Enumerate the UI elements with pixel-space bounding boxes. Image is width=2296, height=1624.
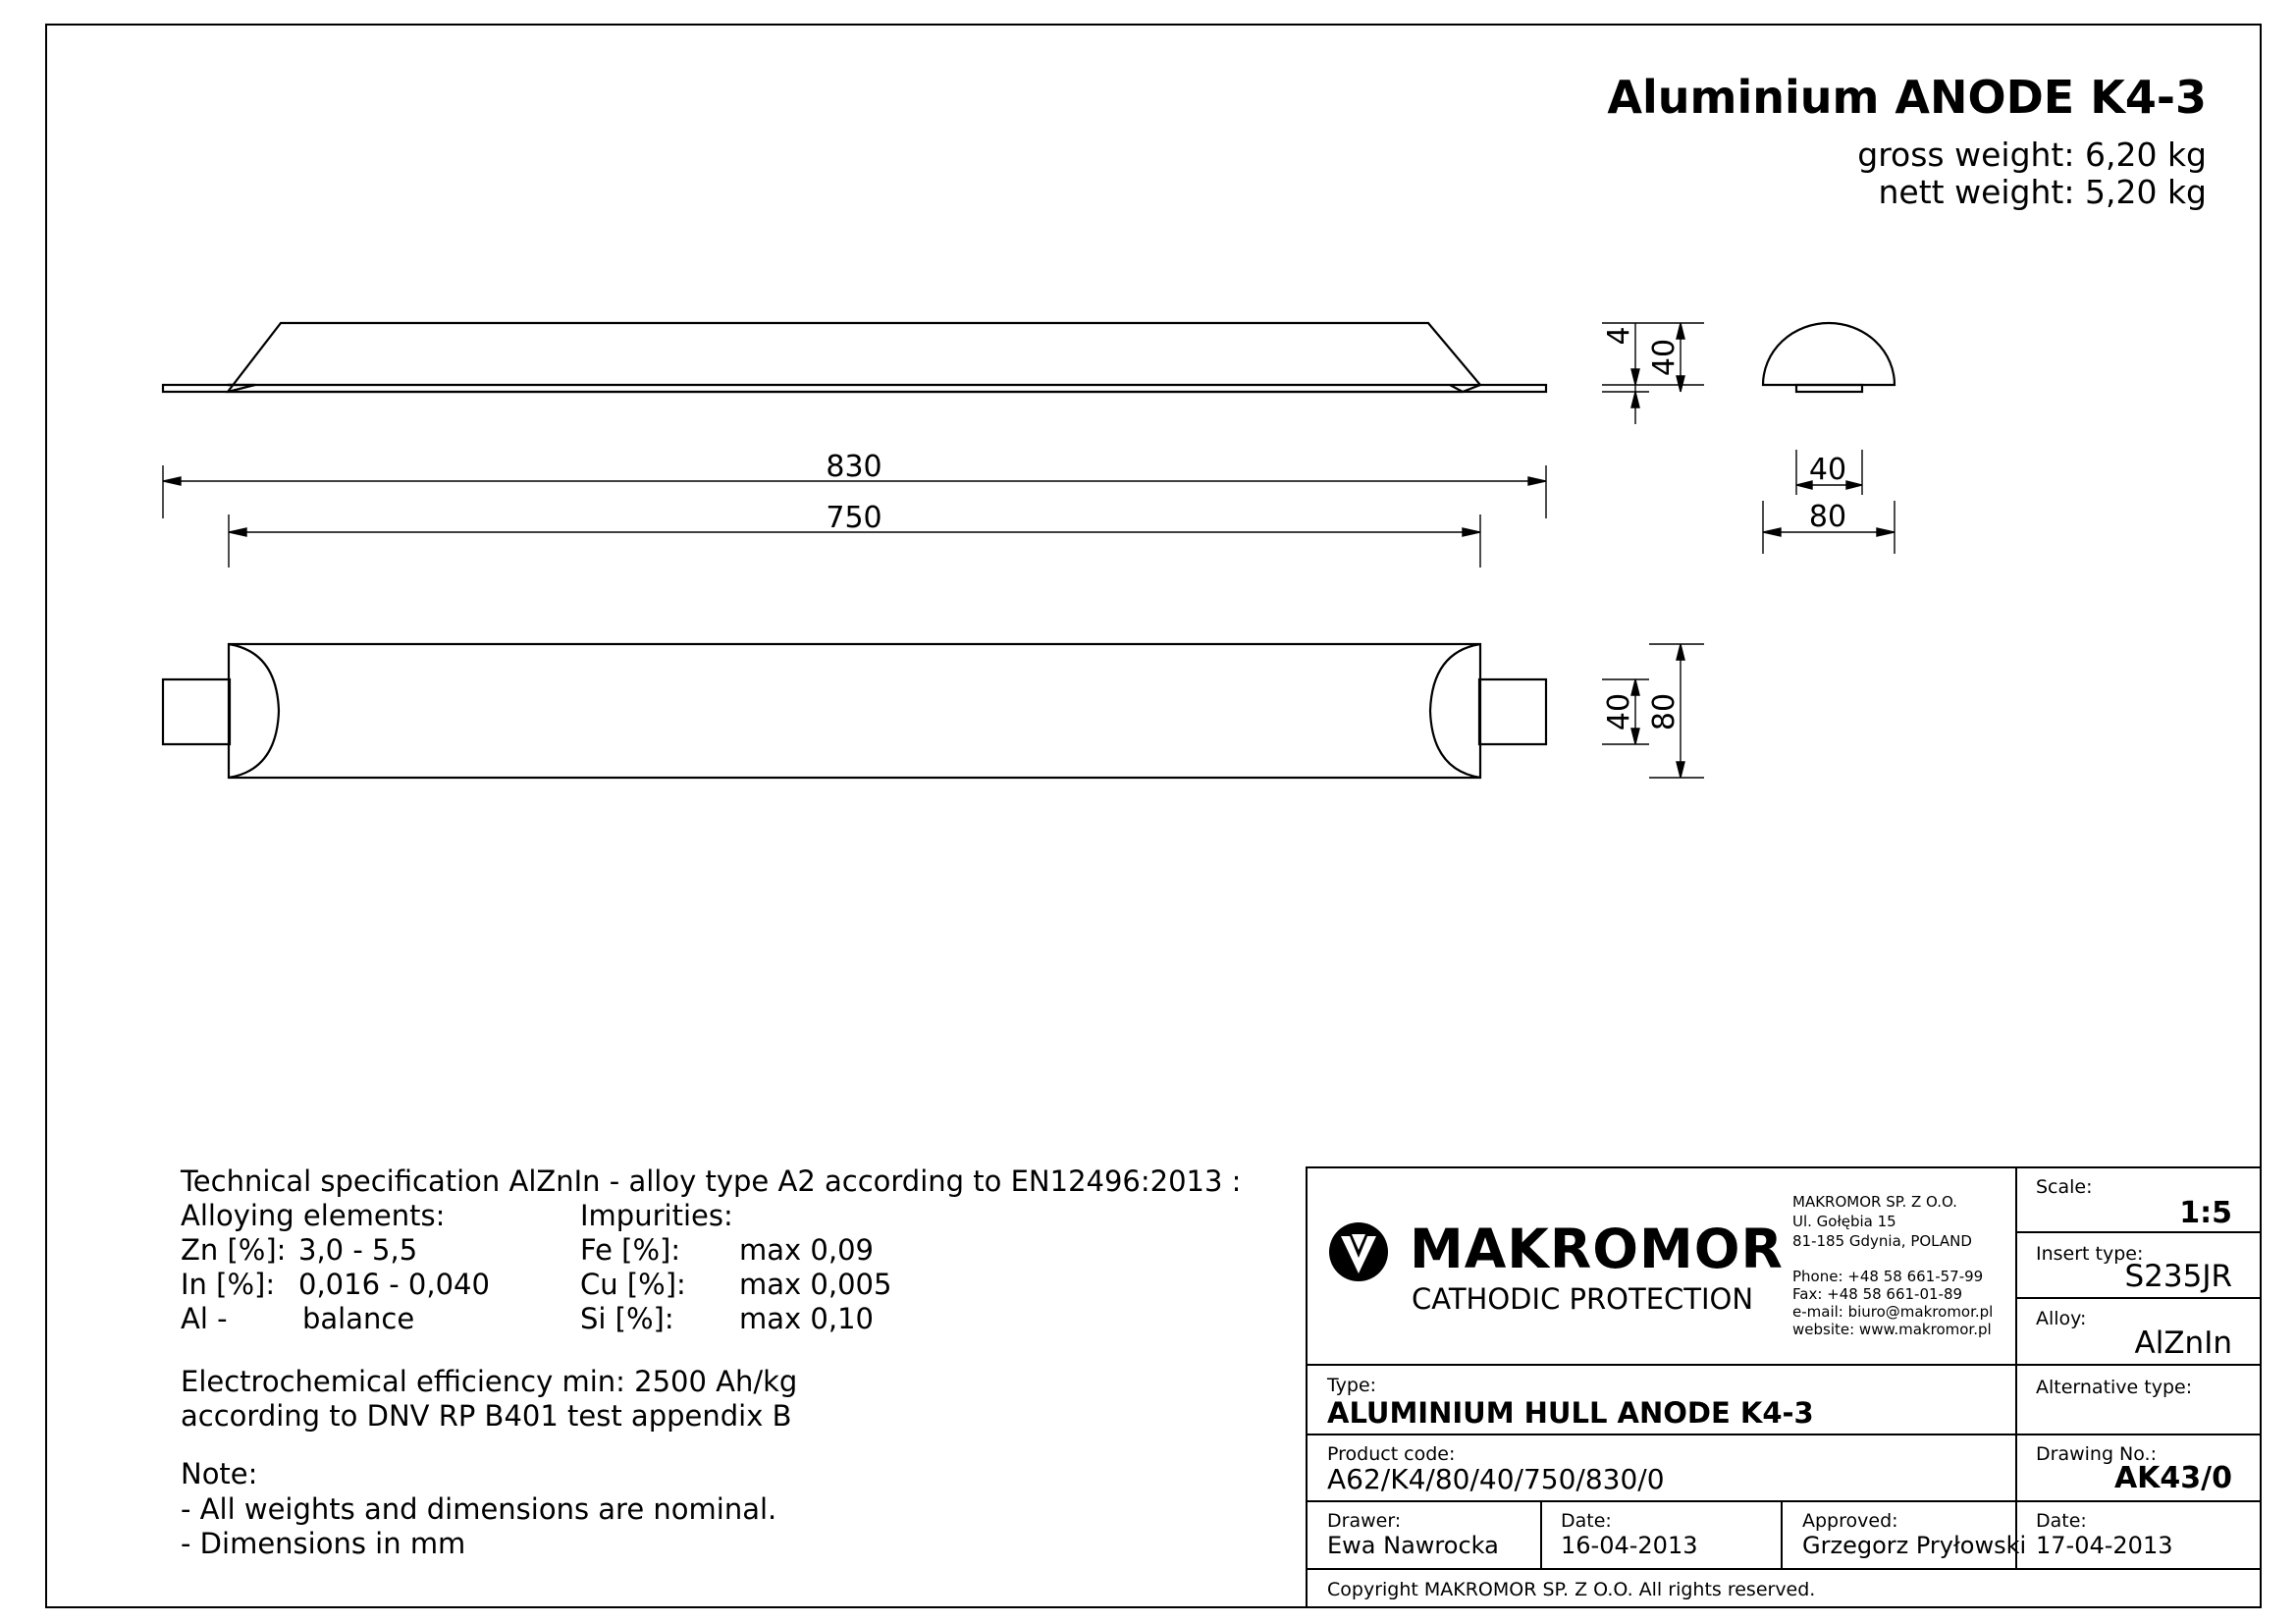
plan-view xyxy=(163,644,1546,778)
drawer-value: Ewa Nawrocka xyxy=(1327,1532,1499,1559)
type-value: ALUMINIUM HULL ANODE K4-3 xyxy=(1327,1396,1814,1430)
alloying-heading: Alloying elements: xyxy=(181,1199,446,1232)
alloy-al-value: balance xyxy=(302,1302,415,1335)
drawing-no-label: Drawing No.: xyxy=(2036,1443,2157,1465)
efficiency-line-2: according to DNV RP B401 test appendix B xyxy=(181,1399,792,1433)
efficiency-line-1: Electrochemical efficiency min: 2500 Ah/kg xyxy=(181,1365,798,1398)
strap-end xyxy=(1796,385,1862,392)
scale-value: 1:5 xyxy=(2179,1196,2232,1230)
note-1: - All weights and dimensions are nominal. xyxy=(181,1492,777,1526)
impurity-fe-value: max 0,09 xyxy=(739,1233,874,1267)
brand-subtitle: CATHODIC PROTECTION xyxy=(1412,1282,1754,1316)
impurity-fe-label: Fe [%]: xyxy=(580,1233,681,1267)
anode-body-plan xyxy=(229,644,1480,778)
scale-label: Scale: xyxy=(2036,1176,2093,1198)
dim-40-side-label: 40 xyxy=(1647,338,1682,377)
alloy-in-value: 0,016 - 0,040 xyxy=(298,1268,490,1301)
strap-plan-left xyxy=(163,679,230,744)
brand-name: MAKROMOR xyxy=(1410,1218,1784,1280)
nett-weight: nett weight: 5,20 kg xyxy=(1878,173,2207,211)
contact-email: e-mail: biuro@makromor.pl xyxy=(1792,1303,1994,1321)
alloy-in-label: In [%]: xyxy=(181,1268,276,1301)
alloy-label: Alloy: xyxy=(2036,1308,2087,1329)
note-heading: Note: xyxy=(181,1457,258,1490)
contact-phone: Phone: +48 58 661-57-99 xyxy=(1792,1268,1984,1285)
dim-750-label: 750 xyxy=(826,501,882,535)
alternative-type-label: Alternative type: xyxy=(2036,1377,2193,1398)
makromor-logo-icon xyxy=(1327,1220,1390,1283)
alloy-zn-value: 3,0 - 5,5 xyxy=(298,1233,418,1267)
type-label: Type: xyxy=(1327,1375,1377,1396)
impurity-si-label: Si [%]: xyxy=(580,1302,674,1335)
dim-top-width-label: 40 xyxy=(1808,453,1847,487)
strap-plan-right xyxy=(1479,679,1546,744)
alloy-value: AlZnIn xyxy=(2134,1326,2232,1361)
end-view xyxy=(1763,323,1895,392)
company-line-3: 81-185 Gdynia, POLAND xyxy=(1792,1232,1972,1250)
alloy-al-label: Al - xyxy=(181,1302,228,1335)
dim-base-width-label: 80 xyxy=(1808,500,1847,534)
company-line-1: MAKROMOR SP. Z O.O. xyxy=(1792,1193,1957,1211)
note-2: - Dimensions in mm xyxy=(181,1527,466,1560)
drawer-label: Drawer: xyxy=(1327,1510,1402,1532)
taper-curve-left xyxy=(229,644,279,778)
date-approved-value: 17-04-2013 xyxy=(2036,1532,2173,1559)
dim-830-label: 830 xyxy=(826,450,882,484)
impurity-cu-label: Cu [%]: xyxy=(580,1268,686,1301)
alloy-zn-label: Zn [%]: xyxy=(181,1233,287,1267)
impurity-cu-value: max 0,005 xyxy=(739,1268,892,1301)
gross-weight: gross weight: 6,20 kg xyxy=(1857,135,2207,174)
side-view xyxy=(163,323,1546,392)
insert-type-label: Insert type: xyxy=(2036,1243,2144,1265)
approved-label: Approved: xyxy=(1802,1510,1898,1532)
date-drawn-label: Date: xyxy=(1561,1510,1612,1532)
copyright-notice: Copyright MAKROMOR SP. Z O.O. All rights reserved. xyxy=(1327,1579,1816,1600)
date-approved-label: Date: xyxy=(2036,1510,2087,1532)
anode-profile-end xyxy=(1763,323,1895,385)
contact-website: website: www.makromor.pl xyxy=(1792,1321,1992,1338)
drawing-title: Aluminium ANODE K4-3 xyxy=(1607,71,2207,124)
contact-fax: Fax: +48 58 661-01-89 xyxy=(1792,1285,1963,1303)
taper-curve-right xyxy=(1430,644,1480,778)
title-block xyxy=(1306,1166,2262,1608)
insert-type-value: S235JR xyxy=(2124,1259,2232,1294)
product-code-label: Product code: xyxy=(1327,1443,1456,1465)
spec-heading: Technical specification AlZnIn - alloy type A2 according to EN12496:2013 : xyxy=(181,1164,1242,1198)
dim-4-label: 4 xyxy=(1602,326,1636,346)
anode-body-side xyxy=(228,323,1480,392)
date-drawn-value: 16-04-2013 xyxy=(1561,1532,1698,1559)
impurity-si-value: max 0,10 xyxy=(739,1302,874,1335)
product-code-value: A62/K4/80/40/750/830/0 xyxy=(1327,1463,1665,1495)
impurities-heading: Impurities: xyxy=(580,1199,733,1232)
dim-80-plan-label: 80 xyxy=(1647,692,1682,731)
dim-40-plan-label: 40 xyxy=(1602,692,1636,731)
company-line-2: Ul. Gołębia 15 xyxy=(1792,1213,1896,1230)
approved-value: Grzegorz Pryłowski xyxy=(1802,1532,2027,1559)
drawing-no-value: AK43/0 xyxy=(2113,1461,2232,1495)
